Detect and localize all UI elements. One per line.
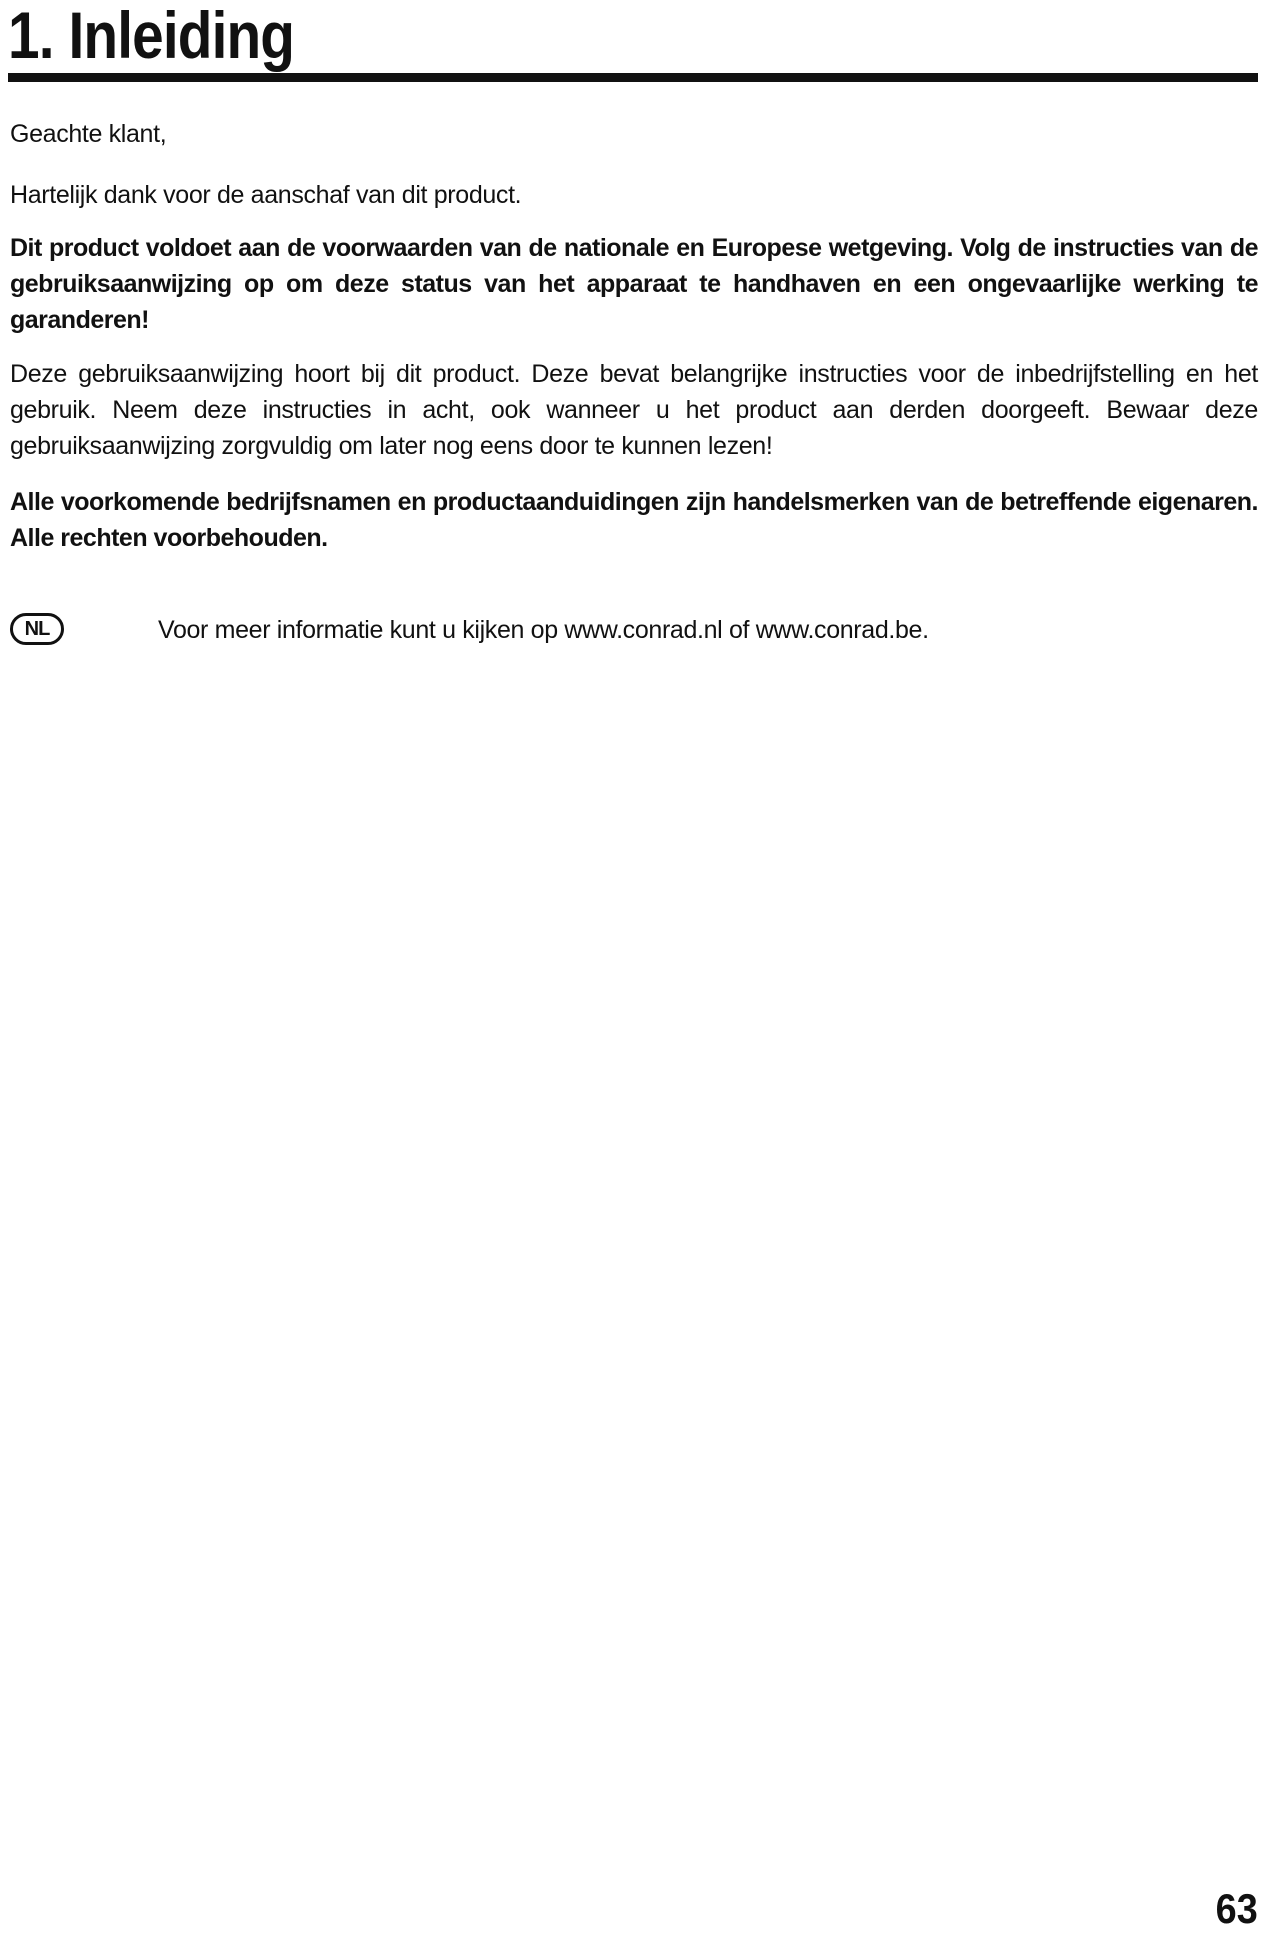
nl-country-icon: NL bbox=[10, 613, 64, 645]
thanks-paragraph: Hartelijk dank voor de aanschaf van dit product. bbox=[10, 181, 522, 209]
legal-notice-paragraph: Dit product voldoet aan de voorwaarden van de nationale en Europese wetgeving. Volg de instructies van de gebruiksaanwijzing op om deze status van het apparaat te handhaven en een ongevaarlijke werking te garanderen! bbox=[10, 234, 1258, 334]
manual-instructions-paragraph: Deze gebruiksaanwijzing hoort bij dit product. Deze bevat belangrijke instructies voor de inbedrijfstelling en het gebruik. Neem deze instructies in acht, ook wanneer u het product aan derden doorgeeft. Bewaar deze gebruiksaanwijzing zorgvuldig om later nog eens door te kunnen lezen! bbox=[10, 360, 1258, 460]
trademark-notice-paragraph: Alle voorkomende bedrijfsnamen en productaanduidingen zijn handelsmerken van de betreffende eigenaren. Alle rechten voorbehouden. bbox=[10, 488, 1258, 552]
more-info-text: Voor meer informatie kunt u kijken op www.conrad.nl of www.conrad.be. bbox=[158, 616, 929, 644]
section-title: 1. Inleiding bbox=[8, 0, 295, 72]
greeting-paragraph: Geachte klant, bbox=[10, 120, 167, 148]
page-number: 63 bbox=[1215, 1885, 1258, 1932]
title-underline bbox=[8, 73, 1258, 82]
